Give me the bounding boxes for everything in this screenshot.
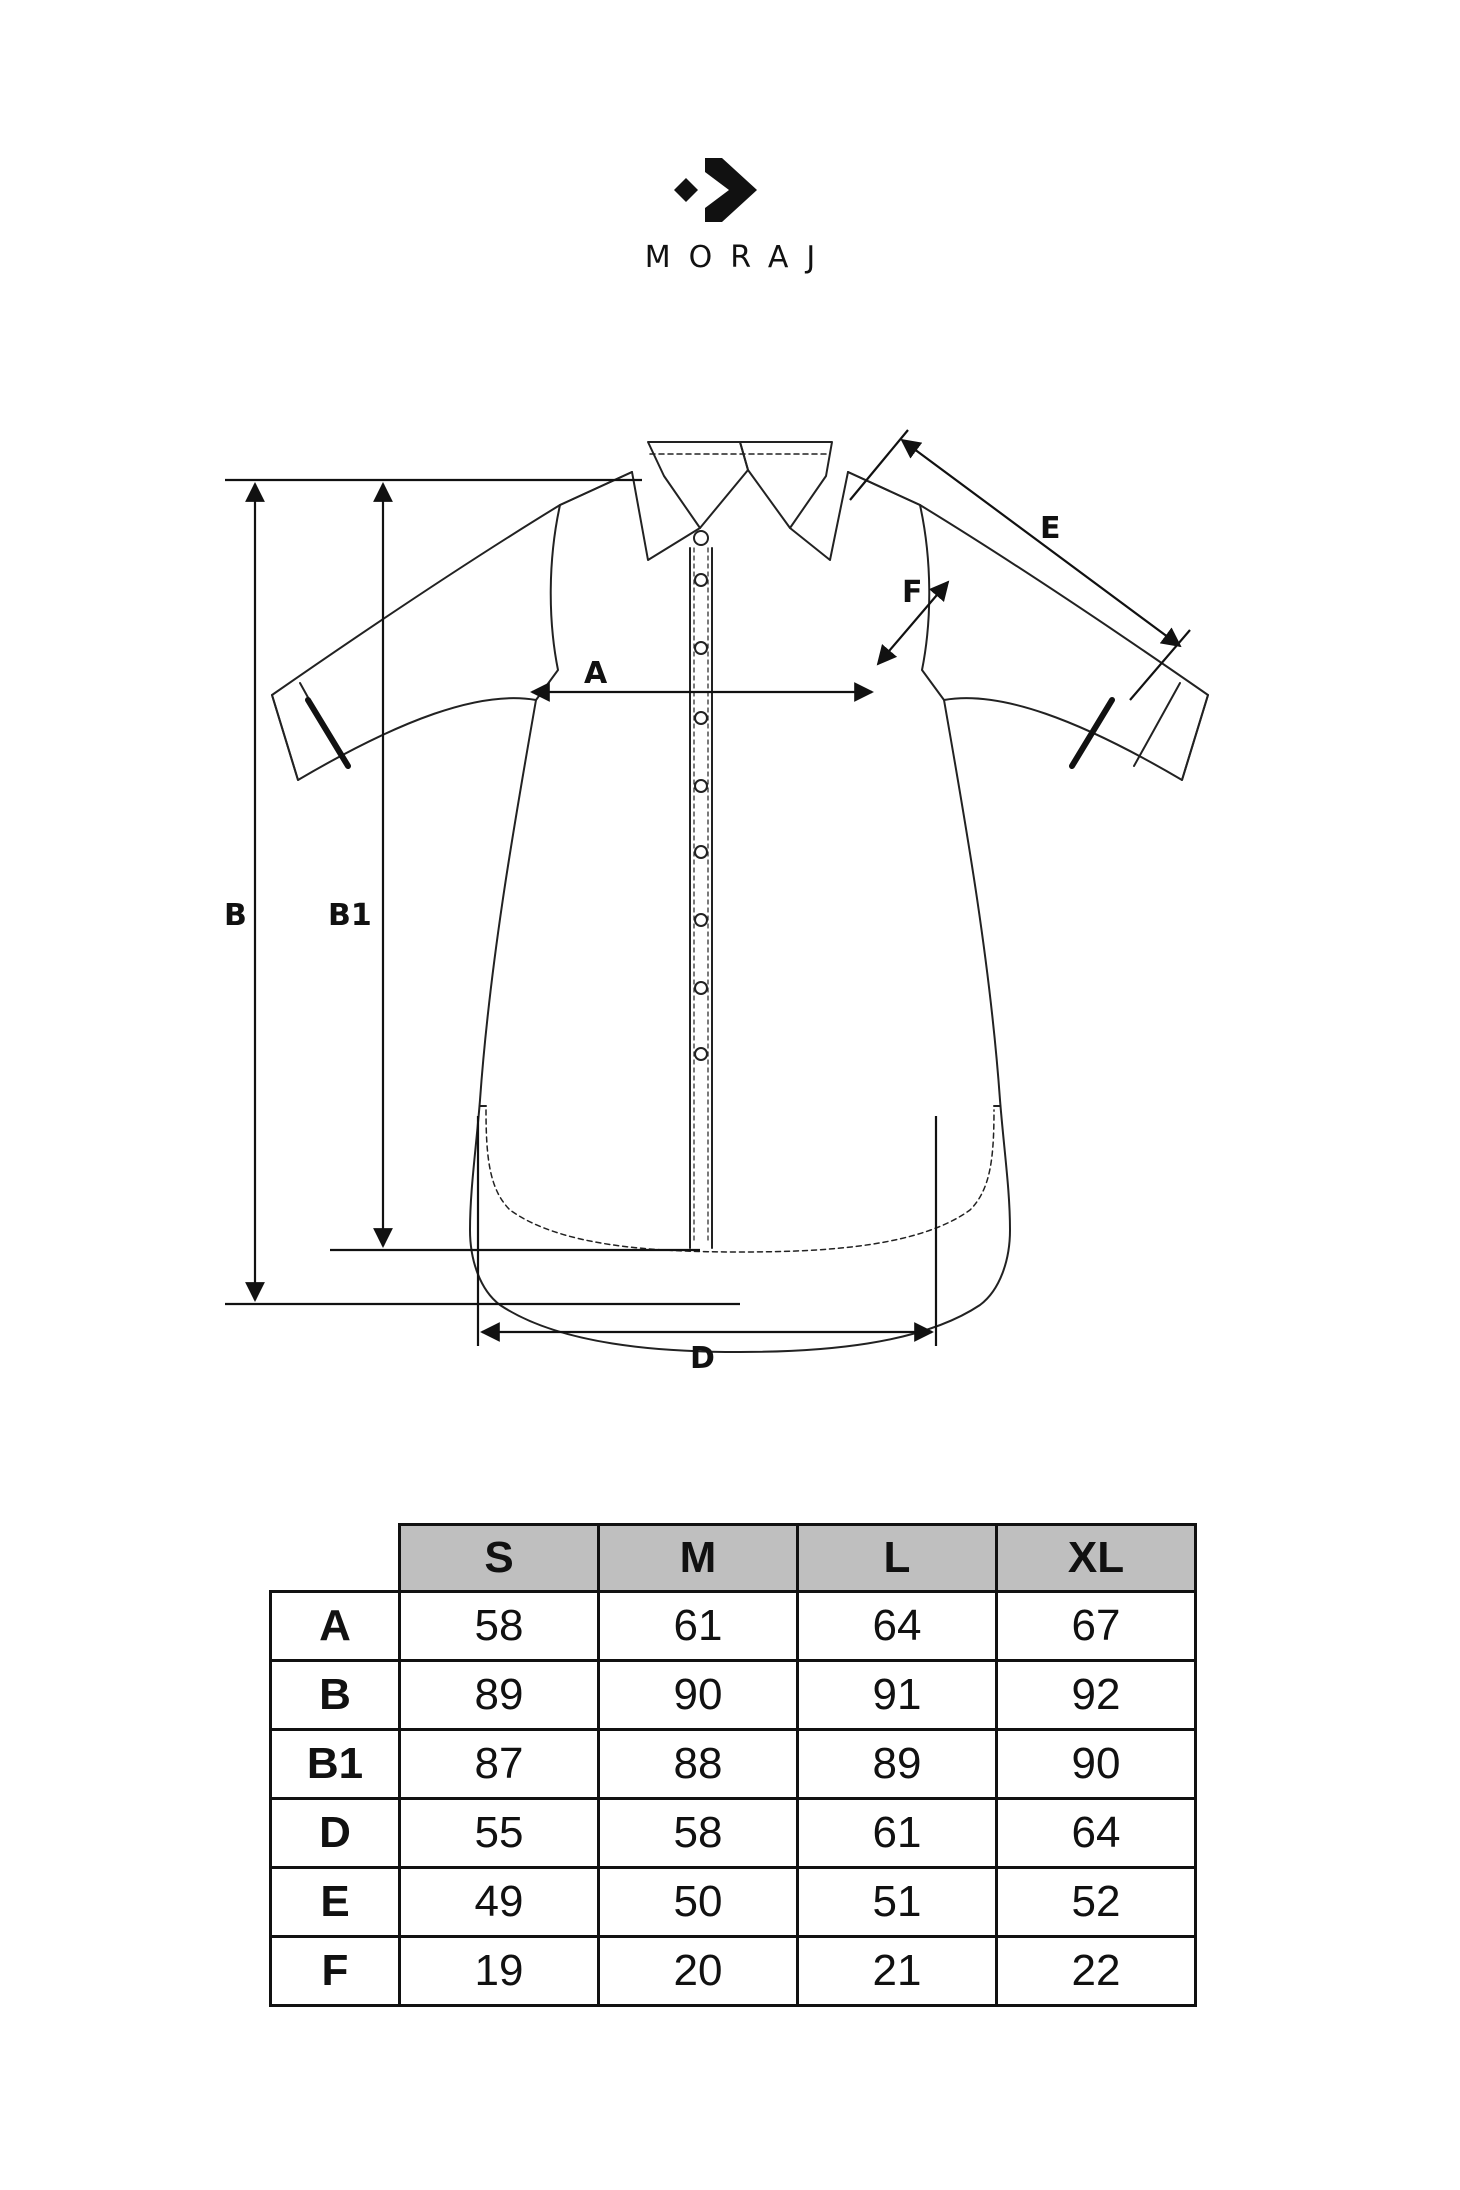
table-cell: 87 — [400, 1730, 599, 1799]
table-cell: 61 — [599, 1592, 798, 1661]
right-sleeve — [920, 505, 1208, 780]
table-corner — [271, 1525, 400, 1592]
size-header: M — [599, 1525, 798, 1592]
table-cell: 49 — [400, 1868, 599, 1937]
row-label: F — [271, 1937, 400, 2006]
table-row — [271, 1868, 1196, 1937]
table-cell: 91 — [798, 1661, 997, 1730]
row-label: A — [271, 1592, 400, 1661]
label-d: D — [690, 1341, 715, 1376]
row-label: E — [271, 1868, 400, 1937]
table-cell: 67 — [997, 1592, 1196, 1661]
left-sleeve — [272, 505, 560, 780]
table-cell: 51 — [798, 1868, 997, 1937]
table-cell: 22 — [997, 1937, 1196, 2006]
table-row — [271, 1937, 1196, 2006]
table-row — [271, 1730, 1196, 1799]
label-f: F — [902, 575, 923, 610]
table-cell: 89 — [400, 1661, 599, 1730]
table-cell: 20 — [599, 1937, 798, 2006]
collar — [632, 442, 848, 560]
label-e: E — [1040, 511, 1061, 546]
label-b: B — [224, 898, 247, 933]
table-cell: 89 — [798, 1730, 997, 1799]
table-cell: 58 — [599, 1799, 798, 1868]
table-cell: 50 — [599, 1868, 798, 1937]
table-cell: 88 — [599, 1730, 798, 1799]
table-cell: 90 — [599, 1661, 798, 1730]
size-header-row — [271, 1525, 1196, 1592]
table-cell: 55 — [400, 1799, 599, 1868]
table-cell: 90 — [997, 1730, 1196, 1799]
table-cell: 52 — [997, 1868, 1196, 1937]
table-row — [271, 1799, 1196, 1868]
table-cell: 61 — [798, 1799, 997, 1868]
label-a: A — [584, 656, 608, 691]
table-cell: 19 — [400, 1937, 599, 2006]
table-cell: 64 — [997, 1799, 1196, 1868]
table-cell: 58 — [400, 1592, 599, 1661]
buttons — [694, 531, 708, 1060]
row-label: D — [271, 1799, 400, 1868]
size-table — [269, 1523, 1197, 2007]
table-row — [271, 1592, 1196, 1661]
table-cell: 92 — [997, 1661, 1196, 1730]
size-header: S — [400, 1525, 599, 1592]
size-header: L — [798, 1525, 997, 1592]
table-cell: 64 — [798, 1592, 997, 1661]
label-b1: B1 — [328, 898, 372, 933]
row-label: B1 — [271, 1730, 400, 1799]
row-label: B — [271, 1661, 400, 1730]
table-row — [271, 1661, 1196, 1730]
table-cell: 21 — [798, 1937, 997, 2006]
brand-name: MORAJ — [644, 240, 834, 275]
size-header: XL — [997, 1525, 1196, 1592]
